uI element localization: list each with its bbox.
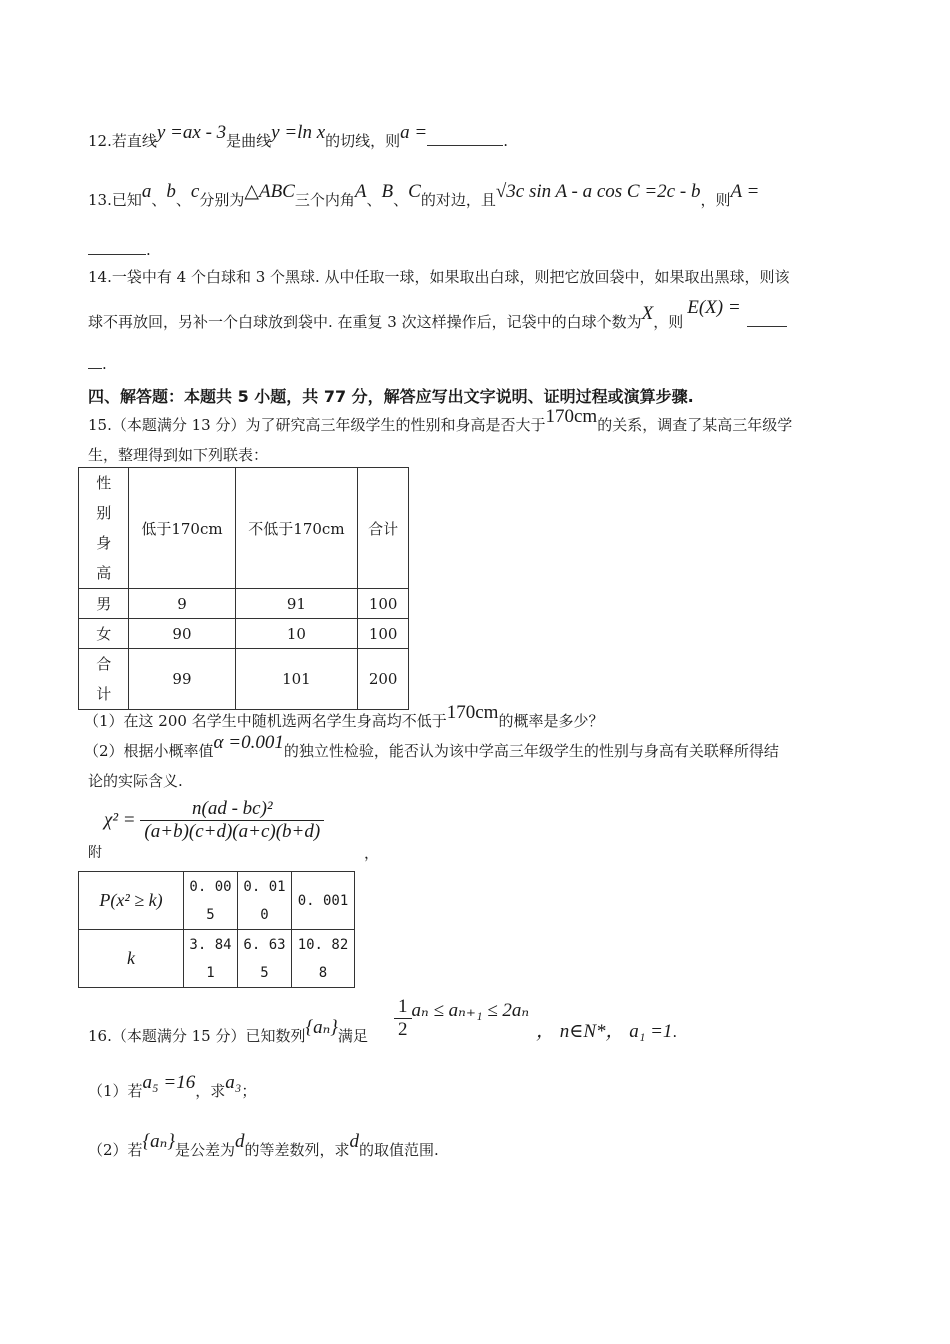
- chi-square-formula: [104, 798, 324, 843]
- table-row: [79, 589, 409, 619]
- question-15-part-2-cont: [88, 770, 183, 791]
- math-var-d: d: [234, 1131, 245, 1152]
- table-row-label: k: [79, 930, 184, 988]
- question-text: 是公差为: [174, 1141, 235, 1159]
- question-text: 的概率是多少？: [498, 712, 604, 730]
- contingency-table: [78, 467, 409, 710]
- math-height-value: 170cm: [545, 406, 598, 427]
- math-var-b: b: [166, 181, 176, 202]
- cell-line: 8: [318, 964, 328, 981]
- question-text: 的对边，且: [420, 191, 496, 209]
- math-a: a =: [400, 122, 428, 143]
- question-15-intro-cont: [88, 444, 268, 465]
- table-row: [79, 872, 355, 930]
- table-cell: [238, 872, 292, 930]
- fraction-half: [394, 996, 412, 1041]
- math-equation: √3c sin A - a cos C =2c - b: [495, 181, 701, 202]
- table-cell: [292, 930, 355, 988]
- punctuation: .: [672, 1023, 678, 1041]
- question-text: ，则: [653, 313, 684, 331]
- corner-char: 身: [96, 534, 112, 552]
- question-text: （2）根据小概率值: [84, 742, 214, 760]
- table-cell: 99: [129, 649, 235, 710]
- question-text: 的取值范围.: [358, 1141, 439, 1159]
- appendix-label: 附: [88, 845, 102, 861]
- math-sequence: {aₙ}: [305, 1017, 338, 1038]
- question-text: ，求: [195, 1082, 226, 1100]
- q16-conditions: [536, 1016, 677, 1043]
- question-number: 16.: [88, 1027, 112, 1045]
- q16-inequality: [394, 996, 529, 1041]
- answer-blank[interactable]: [747, 312, 787, 327]
- punctuation: .: [102, 355, 107, 373]
- question-13-answer-line: [88, 240, 151, 259]
- answer-blank[interactable]: [427, 131, 503, 146]
- question-16-part-1: [88, 1072, 257, 1102]
- question-15-intro: [88, 406, 793, 436]
- math-inequality: aₙ ≤ aₙ₊₁ ≤ 2aₙ: [411, 1000, 530, 1021]
- cell-line: 0: [260, 906, 269, 923]
- math-triangle: △ABC: [244, 181, 295, 202]
- question-text: 论的实际含义.: [88, 772, 183, 790]
- table-row-label: 女: [79, 619, 129, 649]
- table-header-cell: 不低于170cm: [235, 468, 358, 589]
- question-text: （本题满分 13 分）为了研究高三年级学生的性别和身高是否大于: [111, 416, 546, 434]
- math-height-value: 170cm: [446, 702, 499, 723]
- math-alpha: α =0.001: [213, 732, 284, 753]
- table-header-row: [79, 468, 409, 589]
- question-text: 球不再放回，另补一个白球放到袋中. 在重复 3 次这样操作后，记袋中的白球个数为: [88, 313, 642, 331]
- table-cell: 9: [129, 589, 235, 619]
- question-text: 满足: [337, 1027, 368, 1045]
- cell-line: 5: [206, 906, 215, 923]
- table-cell: [184, 872, 238, 930]
- table-row: [79, 619, 409, 649]
- math-var-d: d: [349, 1131, 359, 1152]
- question-14-line-2: [88, 297, 787, 333]
- fraction-denominator: 2: [398, 1019, 408, 1040]
- question-text: （1）若: [88, 1082, 143, 1100]
- math-var-x: X: [641, 303, 654, 324]
- cell-line: 3. 84: [189, 936, 232, 953]
- fraction-numerator: 1: [394, 996, 412, 1019]
- separator: 、: [366, 191, 382, 209]
- cell-line: 10. 82: [297, 936, 349, 953]
- table-cell: 90: [129, 619, 235, 649]
- critical-value-table: [78, 871, 355, 988]
- question-text: （本题满分 15 分）已知数列: [111, 1027, 306, 1045]
- punctuation: ；: [241, 1082, 257, 1100]
- question-text: ，则: [700, 191, 731, 209]
- punctuation: .: [503, 132, 508, 150]
- question-text: 分别为: [199, 191, 245, 209]
- math-angle-a: A: [354, 181, 367, 202]
- question-text: 一袋中有 4 个白球和 3 个黑球. 从中任取一球，如果取出白球，则把它放回袋中，如果取出黑球，则该: [111, 268, 790, 286]
- question-13: [88, 181, 760, 211]
- cell-line: 1: [206, 964, 215, 981]
- question-14-answer-line: [88, 354, 107, 373]
- question-14-line-1: [88, 266, 790, 287]
- question-15-part-2: [84, 732, 779, 762]
- math-expectation: E(X) =: [687, 297, 741, 318]
- question-number: 15.: [88, 416, 112, 434]
- table-cell: [184, 930, 238, 988]
- math-answer-a: A =: [730, 181, 760, 202]
- table-cell: 200: [358, 649, 409, 710]
- math-angle-c: C: [408, 181, 421, 202]
- table-cell: 91: [235, 589, 358, 619]
- question-number: 12.: [88, 132, 112, 150]
- question-text: （2）若: [88, 1141, 143, 1159]
- chi-square-fraction: [140, 798, 324, 843]
- table-cell: 100: [358, 589, 409, 619]
- separator: 、: [151, 191, 167, 209]
- corner-char: 性: [96, 474, 112, 492]
- question-text: （1）在这 200 名学生中随机选两名学生身高均不低于: [84, 712, 447, 730]
- table-row: [79, 930, 355, 988]
- math-conditions: ， n∈N*， a₁ =1: [536, 1021, 673, 1042]
- question-text: 的关系，调查了某高三年级学: [597, 416, 793, 434]
- question-text: 三个内角: [294, 191, 355, 209]
- math-curve-equation: y =ln x: [271, 122, 326, 143]
- separator: 、: [175, 191, 191, 209]
- cell-line: 0. 01: [243, 878, 286, 895]
- punctuation: .: [146, 241, 151, 259]
- math-var-c: c: [190, 181, 200, 202]
- question-number: 13.: [88, 191, 112, 209]
- math-line-equation: y =ax - 3: [156, 122, 227, 143]
- corner-char: 高: [96, 564, 112, 582]
- separator: 、: [393, 191, 409, 209]
- table-cell: 101: [235, 649, 358, 710]
- question-text: 的切线，则: [325, 132, 401, 150]
- cell-line: 5: [260, 964, 269, 981]
- question-15-part-1: [84, 702, 604, 732]
- label-char: 合: [96, 655, 112, 673]
- answer-blank[interactable]: [88, 354, 102, 369]
- fraction-denominator: (a+b)(c+d)(a+c)(b+d): [144, 821, 321, 842]
- question-text: 已知: [111, 191, 142, 209]
- table-cell: 0. 001: [292, 872, 355, 930]
- question-number: 14.: [88, 268, 112, 286]
- fraction-numerator: n(ad - bc)²: [140, 798, 324, 821]
- question-text: 若直线: [111, 132, 157, 150]
- table-row-label: P(x² ≥ k): [79, 872, 184, 930]
- table-header-cell: 低于170cm: [129, 468, 235, 589]
- answer-blank[interactable]: [88, 240, 146, 255]
- math-var-a: a: [141, 181, 152, 202]
- table-row-label: 男: [79, 589, 129, 619]
- cell-line: 0. 00: [189, 878, 232, 895]
- question-text: 生，整理得到如下列联表：: [88, 446, 269, 464]
- math-sequence: {aₙ}: [142, 1131, 175, 1152]
- section-heading: 四、解答题：本题共 5 小题，共 77 分，解答应写出文字说明、证明过程或演算步骤.: [88, 387, 694, 406]
- question-text: 的独立性检验，能否认为该中学高三年级学生的性别与身高有关联释所得结: [283, 742, 779, 760]
- math-angle-b: B: [381, 181, 394, 202]
- question-12: [88, 122, 508, 152]
- table-header-cell: 合计: [358, 468, 409, 589]
- table-cell: 100: [358, 619, 409, 649]
- question-16-part-2: [88, 1131, 439, 1161]
- table-cell: [238, 930, 292, 988]
- table-row-label: [79, 649, 129, 710]
- table-corner-cell: [79, 468, 129, 589]
- table-cell: 10: [235, 619, 358, 649]
- chi-square-lhs: χ² =: [104, 809, 136, 831]
- punctuation: ，: [364, 844, 380, 862]
- label-char: 计: [96, 685, 112, 703]
- question-text: 的等差数列，求: [244, 1141, 350, 1159]
- math-given: a₅ =16: [142, 1072, 196, 1093]
- math-find: a₃: [225, 1072, 242, 1093]
- cell-line: 6. 63: [243, 936, 286, 953]
- table-row: [79, 649, 409, 710]
- question-16: [88, 1017, 368, 1047]
- question-text: 是曲线: [226, 132, 272, 150]
- corner-char: 别: [96, 504, 112, 522]
